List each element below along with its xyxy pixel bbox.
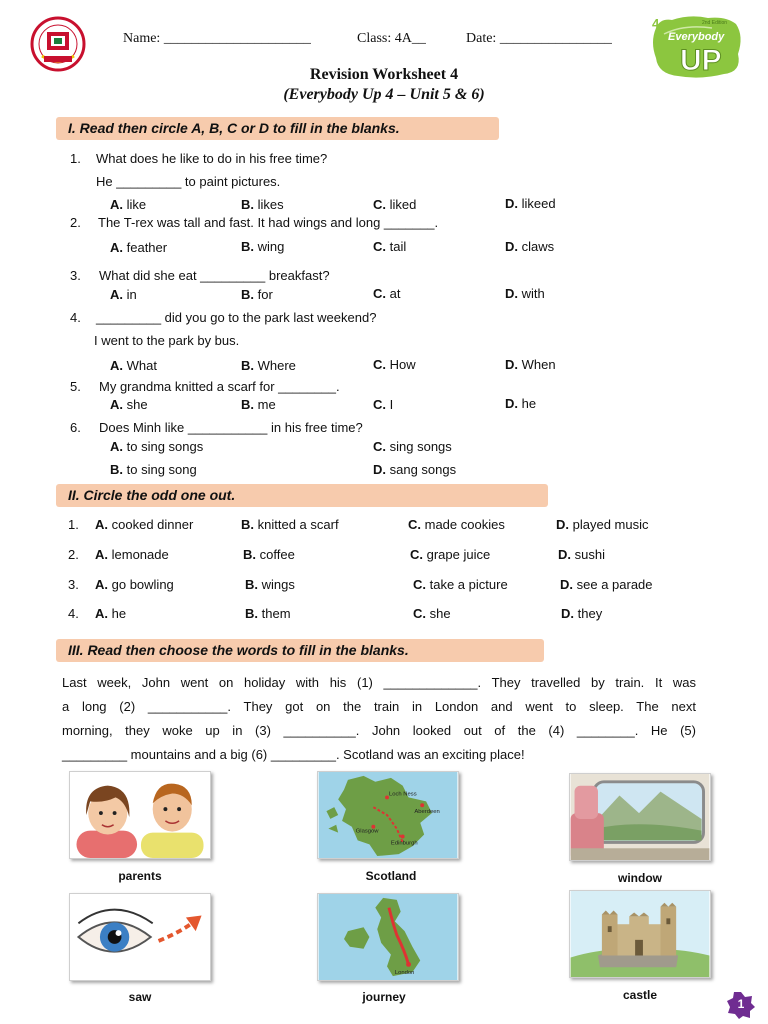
- q6-number: 6.: [70, 420, 81, 435]
- odd-row-4-option-b[interactable]: [245, 606, 291, 621]
- option-letter: B.: [245, 606, 258, 621]
- q1-option-c[interactable]: [373, 197, 416, 212]
- odd-row-2-option-d[interactable]: [558, 547, 605, 562]
- scotland-map-icon: [318, 772, 458, 858]
- option-letter: D.: [561, 606, 574, 621]
- q3-text: What did she eat _________ breakfast?: [99, 268, 330, 283]
- option-letter: D.: [505, 286, 518, 301]
- q4-option-d[interactable]: [505, 357, 556, 372]
- castle-caption: castle: [622, 988, 658, 1002]
- option-letter: C.: [373, 239, 386, 254]
- q2-option-a[interactable]: [110, 240, 167, 255]
- q4-text: _________ did you go to the park last weekend?: [96, 310, 377, 325]
- q6-option-d[interactable]: [373, 462, 456, 477]
- story-line-2: a long (2) ___________. They got on the train in London and went to sleep. The next: [62, 699, 696, 714]
- story-line-1: Last week, John went on holiday with his (1) _____________. They travelled by train. It was: [62, 675, 696, 690]
- option-letter: D.: [556, 517, 569, 532]
- odd-row-1-option-d[interactable]: [556, 517, 649, 532]
- option-text: What: [126, 358, 157, 373]
- train-window-icon: [570, 774, 710, 860]
- q3-option-c[interactable]: [373, 286, 400, 301]
- scotland-caption: Scotland: [365, 869, 417, 883]
- logo-text: Everybody: [668, 31, 725, 43]
- map-label-loch-ness: Loch Ness: [388, 791, 417, 798]
- window-picture: [569, 773, 711, 861]
- option-letter: C.: [373, 286, 386, 301]
- odd-row-4-option-c[interactable]: [413, 606, 451, 621]
- class-field[interactable]: Class: 4A__: [357, 31, 426, 46]
- option-letter: D.: [505, 396, 518, 411]
- section-3-heading: III. Read then choose the words to fill in the blanks.: [56, 639, 544, 662]
- q3-option-d[interactable]: [505, 286, 545, 301]
- option-text: see a parade: [576, 577, 653, 592]
- map-label-london: London: [394, 970, 415, 977]
- option-text: likes: [257, 197, 284, 212]
- option-letter: B.: [241, 287, 254, 302]
- map-label-glasgow: Glasgow: [355, 828, 379, 835]
- option-text: take a picture: [429, 577, 508, 592]
- odd-row-3-option-a[interactable]: [95, 577, 174, 592]
- option-text: When: [521, 357, 556, 372]
- option-text: for: [257, 287, 273, 302]
- odd-row-4-option-d[interactable]: [561, 606, 602, 621]
- worksheet-title: Revision Worksheet 4: [309, 66, 459, 83]
- option-letter: C.: [373, 197, 386, 212]
- logo-big-text: UP: [680, 44, 722, 77]
- parents-icon: [70, 772, 210, 858]
- option-letter: B.: [243, 547, 256, 562]
- option-text: liked: [389, 197, 417, 212]
- option-text: they: [577, 606, 603, 621]
- option-text: grape juice: [426, 547, 491, 562]
- castle-icon: [570, 891, 710, 977]
- q4-option-a[interactable]: [110, 358, 157, 373]
- logo-edition: 2nd Edition: [702, 20, 728, 26]
- option-letter: A.: [110, 439, 123, 454]
- odd-row-3-option-b[interactable]: [245, 577, 295, 592]
- option-text: to sing song: [126, 462, 197, 477]
- q1-number: 1.: [70, 151, 81, 166]
- q5-text: My grandma knitted a scarf for ________.: [99, 379, 340, 394]
- option-text: like: [126, 197, 147, 212]
- story-paragraph: [62, 671, 696, 767]
- option-letter: A.: [110, 197, 123, 212]
- q4-option-b[interactable]: [241, 358, 296, 373]
- q6-option-c[interactable]: [373, 439, 452, 454]
- journey-caption: journey: [362, 990, 406, 1004]
- odd-row-1-number: 1.: [68, 517, 79, 532]
- q4-line2: I went to the park by bus.: [94, 333, 240, 348]
- q5-option-a[interactable]: [110, 397, 148, 412]
- q6-text: Does Minh like ___________ in his free time?: [99, 420, 363, 435]
- option-text: wing: [257, 239, 285, 254]
- option-letter: D.: [505, 196, 518, 211]
- option-text: go bowling: [111, 577, 174, 592]
- option-letter: B.: [241, 397, 254, 412]
- option-text: Where: [257, 358, 296, 373]
- option-text: to sing songs: [126, 439, 204, 454]
- q6-option-b[interactable]: [110, 462, 197, 477]
- option-letter: A.: [110, 240, 123, 255]
- option-letter: B.: [110, 462, 123, 477]
- option-text: sing songs: [389, 439, 452, 454]
- q1-option-d[interactable]: [505, 196, 556, 211]
- option-letter: A.: [110, 358, 123, 373]
- option-text: at: [389, 286, 401, 301]
- odd-row-4-option-a[interactable]: [95, 606, 126, 621]
- option-text: she: [429, 606, 451, 621]
- option-text: likeed: [521, 196, 556, 211]
- odd-row-1-option-a[interactable]: [95, 517, 193, 532]
- option-text: he: [521, 396, 537, 411]
- option-letter: B.: [241, 239, 254, 254]
- option-letter: A.: [95, 547, 108, 562]
- odd-row-2-option-c[interactable]: [410, 547, 490, 562]
- odd-row-2-option-a[interactable]: [95, 547, 169, 562]
- option-text: played music: [572, 517, 649, 532]
- q6-option-a[interactable]: [110, 439, 203, 454]
- odd-row-3-option-c[interactable]: [413, 577, 508, 592]
- option-text: I: [389, 397, 394, 412]
- option-letter: C.: [413, 606, 426, 621]
- q5-option-d[interactable]: [505, 396, 536, 411]
- scotland-picture: [317, 771, 459, 859]
- option-letter: B.: [245, 577, 258, 592]
- option-letter: C.: [413, 577, 426, 592]
- window-caption: window: [618, 871, 662, 885]
- odd-row-1-option-c[interactable]: [408, 517, 505, 532]
- castle-picture: [569, 890, 711, 978]
- q1-option-b[interactable]: [241, 197, 284, 212]
- option-letter: D.: [560, 577, 573, 592]
- option-text: knitted a scarf: [257, 517, 339, 532]
- option-text: claws: [521, 239, 555, 254]
- map-label-aberdeen: Aberdeen: [414, 809, 440, 816]
- option-letter: A.: [95, 577, 108, 592]
- section-1-heading: I. Read then circle A, B, C or D to fill in the blanks.: [56, 117, 499, 140]
- odd-row-3-option-d[interactable]: [560, 577, 653, 592]
- parents-caption: parents: [118, 869, 162, 883]
- logo-level: 4: [652, 16, 660, 31]
- odd-row-3-number: 3.: [68, 577, 79, 592]
- school-logo: [30, 16, 86, 72]
- option-text: feather: [126, 240, 168, 255]
- option-letter: A.: [110, 287, 123, 302]
- option-letter: D.: [505, 357, 518, 372]
- q2-number: 2.: [70, 215, 81, 230]
- option-letter: A.: [95, 517, 108, 532]
- q1-option-a[interactable]: [110, 197, 146, 212]
- option-letter: C.: [408, 517, 421, 532]
- name-field[interactable]: Name: _____________________: [123, 31, 311, 46]
- option-letter: C.: [410, 547, 423, 562]
- option-text: me: [257, 397, 276, 412]
- option-text: How: [389, 357, 416, 372]
- q3-option-b[interactable]: [241, 287, 273, 302]
- option-letter: B.: [241, 358, 254, 373]
- map-label-edinburgh: Edinburgh: [390, 840, 418, 847]
- section-2-heading: II. Circle the odd one out.: [56, 484, 548, 507]
- q5-option-b[interactable]: [241, 397, 276, 412]
- option-letter: C.: [373, 397, 386, 412]
- q1-text: What does he like to do in his free time?: [96, 151, 328, 166]
- option-letter: D.: [373, 462, 386, 477]
- q2-option-c[interactable]: [373, 239, 406, 254]
- option-text: tail: [389, 239, 407, 254]
- odd-row-2-number: 2.: [68, 547, 79, 562]
- uk-map-icon: [318, 894, 458, 980]
- option-text: sang songs: [389, 462, 457, 477]
- option-text: in: [126, 287, 137, 302]
- q1-line2: He _________ to paint pictures.: [96, 174, 281, 189]
- option-letter: D.: [505, 239, 518, 254]
- q5-number: 5.: [70, 379, 81, 394]
- q2-option-b[interactable]: [241, 239, 284, 254]
- eye-icon: [70, 894, 210, 980]
- saw-picture: [69, 893, 211, 981]
- worksheet-subtitle: (Everybody Up 4 – Unit 5 & 6): [283, 86, 485, 103]
- option-text: wings: [261, 577, 295, 592]
- option-text: sushi: [574, 547, 605, 562]
- journey-picture: [317, 893, 459, 981]
- q5-option-c[interactable]: [373, 397, 393, 412]
- q2-text: The T-rex was tall and fast. It had wings and long _______.: [98, 215, 439, 230]
- option-letter: C.: [373, 439, 386, 454]
- odd-row-2-option-b[interactable]: [243, 547, 295, 562]
- option-text: them: [261, 606, 291, 621]
- option-letter: B.: [241, 517, 254, 532]
- saw-caption: saw: [128, 990, 152, 1004]
- option-letter: A.: [110, 397, 123, 412]
- option-text: he: [111, 606, 127, 621]
- option-letter: B.: [241, 197, 254, 212]
- q4-number: 4.: [70, 310, 81, 325]
- option-letter: C.: [373, 357, 386, 372]
- option-text: cooked dinner: [111, 517, 194, 532]
- option-letter: D.: [558, 547, 571, 562]
- option-text: she: [126, 397, 148, 412]
- q3-option-a[interactable]: [110, 287, 137, 302]
- page-number: 1: [737, 997, 745, 1011]
- parents-picture: [69, 771, 211, 859]
- q4-option-c[interactable]: [373, 357, 416, 372]
- story-line-3: morning, they woke up in (3) __________. John looked out of the (4) ________. He (5): [62, 723, 696, 738]
- option-text: coffee: [259, 547, 295, 562]
- q2-option-d[interactable]: [505, 239, 554, 254]
- option-letter: A.: [95, 606, 108, 621]
- option-text: made cookies: [424, 517, 505, 532]
- option-text: lemonade: [111, 547, 169, 562]
- odd-row-1-option-b[interactable]: [241, 517, 339, 532]
- option-text: with: [521, 286, 545, 301]
- date-field[interactable]: Date: ________________: [466, 31, 612, 46]
- q3-number: 3.: [70, 268, 81, 283]
- odd-row-4-number: 4.: [68, 606, 79, 621]
- story-line-4: _________ mountains and a big (6) _________. Scotland was an exciting place!: [62, 747, 525, 762]
